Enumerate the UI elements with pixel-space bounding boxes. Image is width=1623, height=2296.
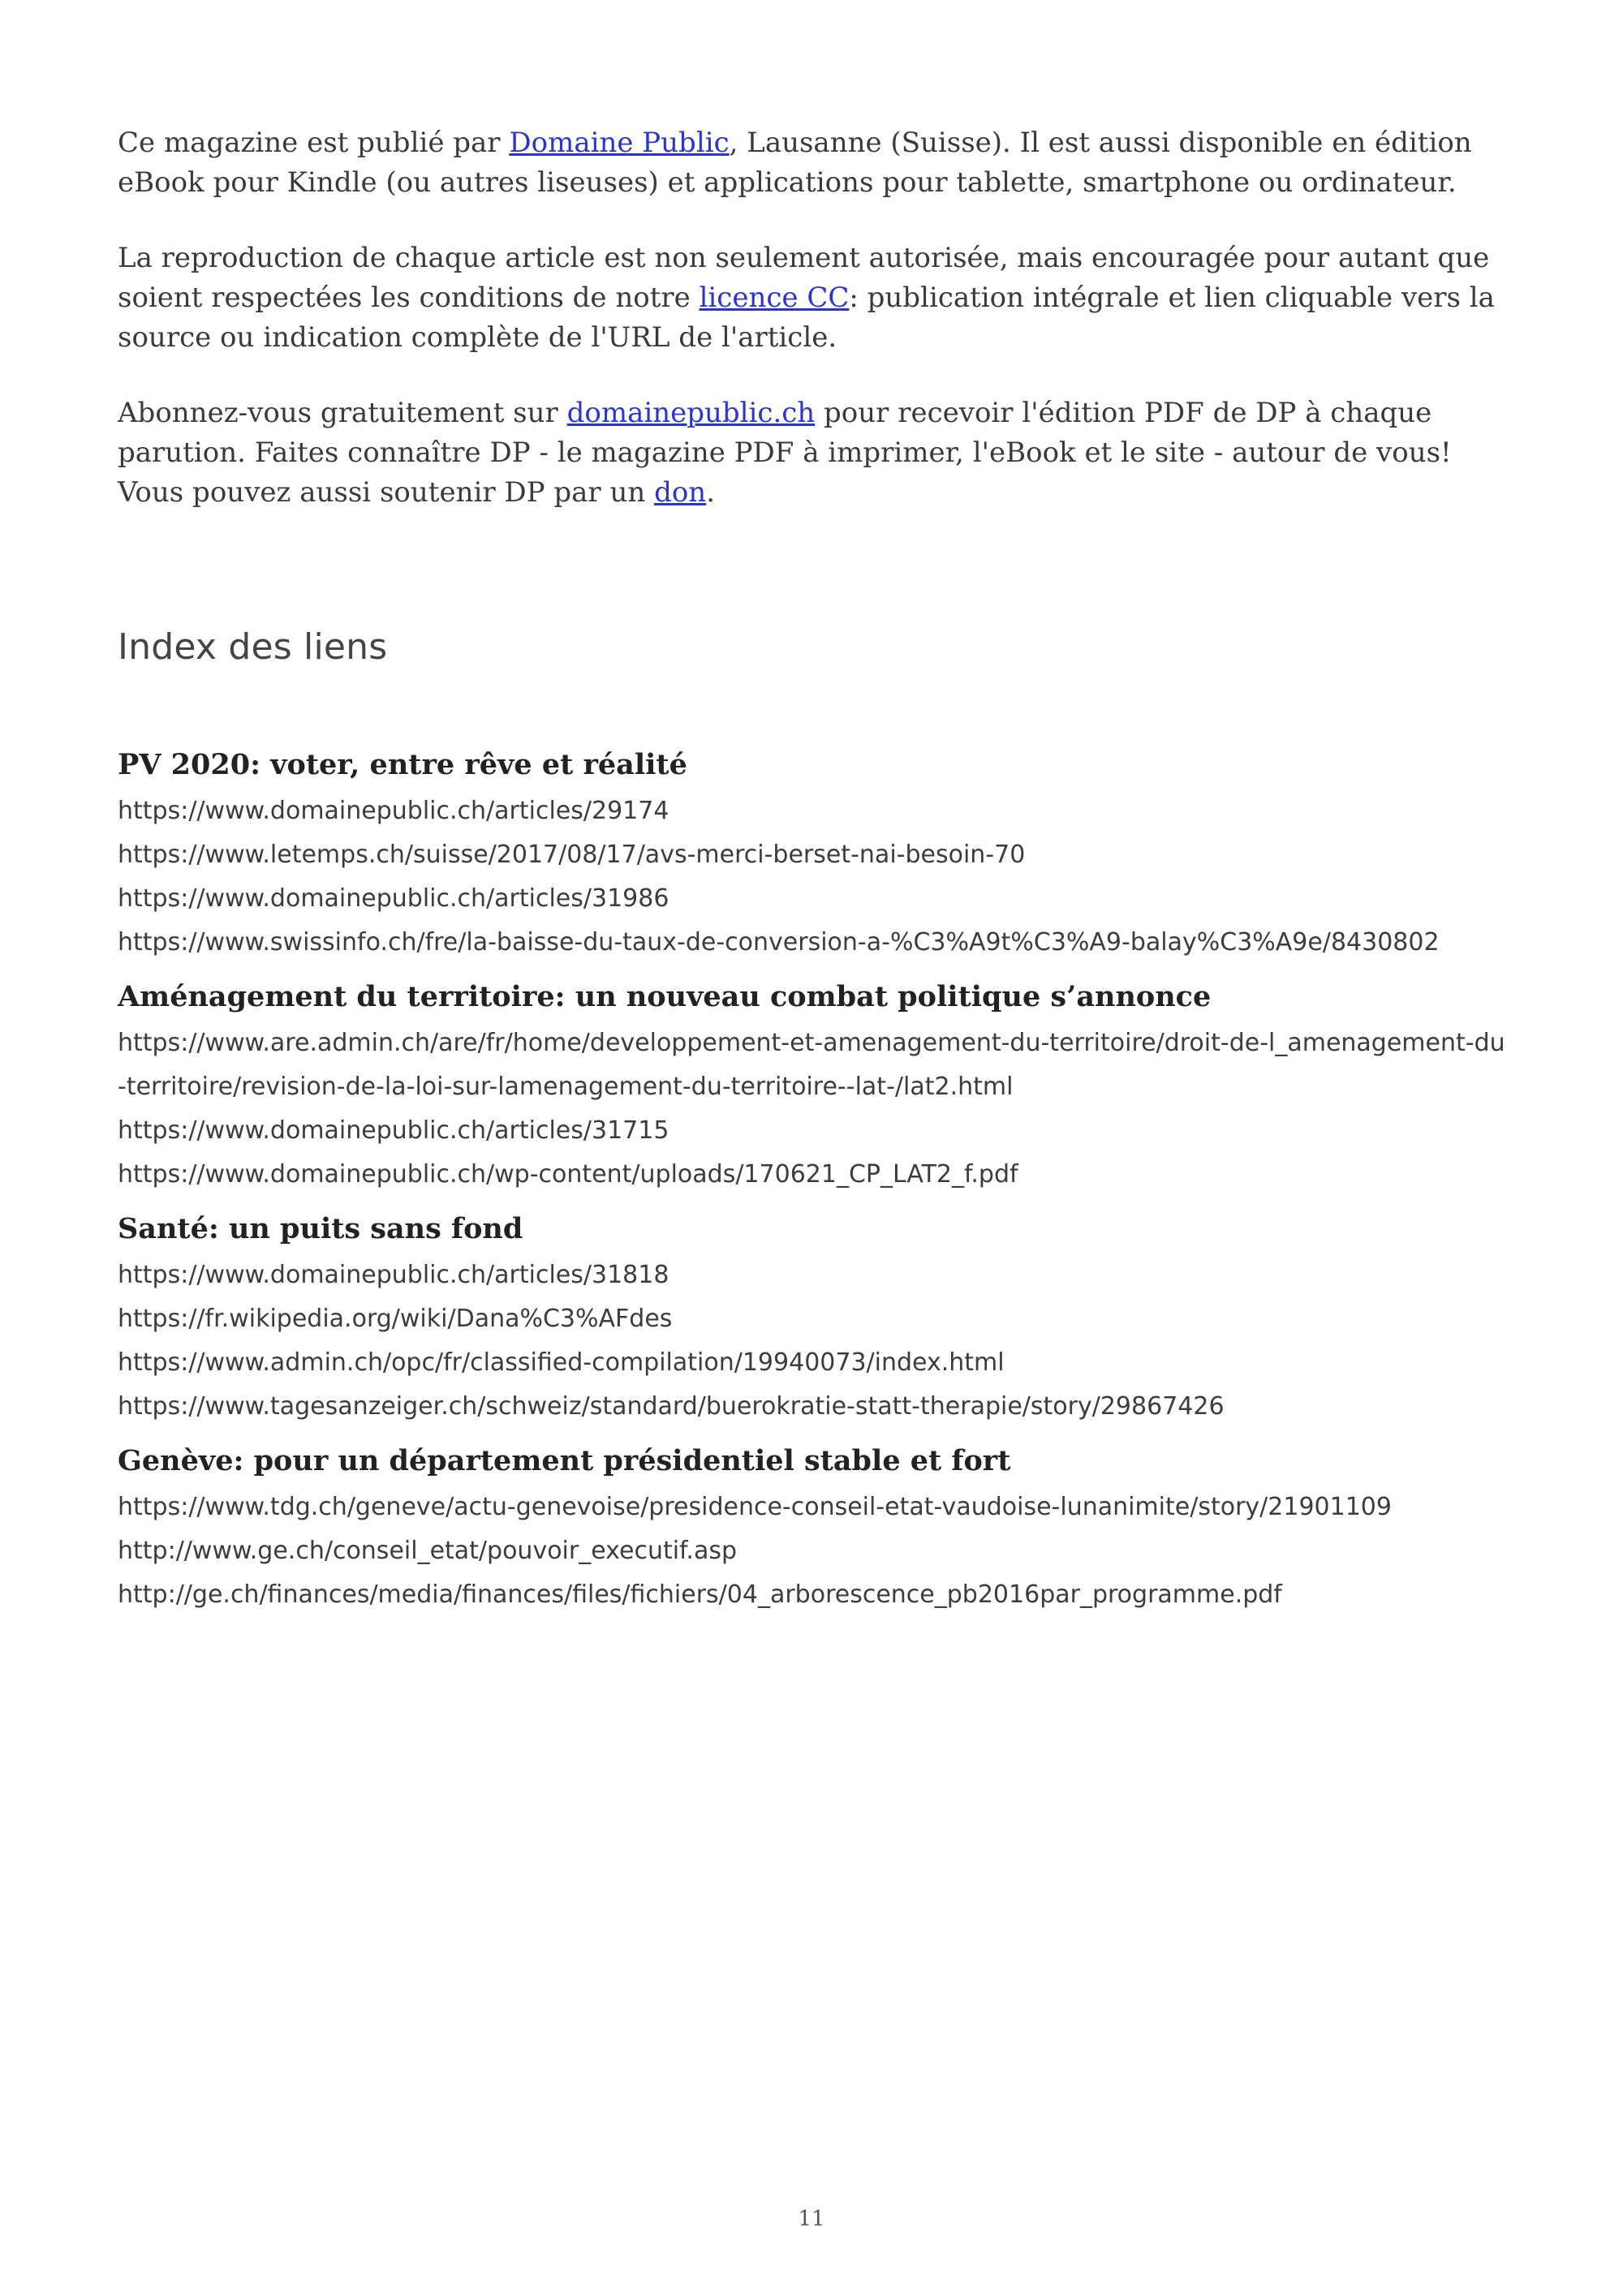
section-title: PV 2020: voter, entre rêve et réalité — [118, 748, 687, 781]
index-section — [118, 1442, 1513, 1617]
link-url[interactable]: http://ge.ch/finances/media/finances/files/fichiers/04_arborescence_pb2016par_programme.pdf — [118, 1580, 1282, 1609]
link-url[interactable]: https://www.domainepublic.ch/wp-content/uploads/170621_CP_LAT2_f.pdf — [118, 1160, 1018, 1189]
intro-paragraph-license — [118, 239, 1513, 358]
link-url[interactable]: http://www.ge.ch/conseil_etat/pouvoir_executif.asp — [118, 1537, 738, 1565]
link-url[interactable]: https://www.admin.ch/opc/fr/classified-compilation/19940073/index.html — [118, 1348, 1005, 1377]
section-title: Genève: pour un département présidentiel stable et fort — [118, 1444, 1011, 1477]
intro-paragraph-publisher — [118, 123, 1513, 203]
index-heading: Index des liens — [118, 626, 388, 668]
intro-p3-text-before: Abonnez-vous gratuitement sur — [118, 397, 567, 429]
section-title: Santé: un puits sans fond — [118, 1212, 523, 1245]
donation-link[interactable]: don — [654, 476, 707, 509]
intro-p1-text-before: Ce magazine est publié par — [118, 127, 510, 159]
section-title: Aménagement du territoire: un nouveau combat politique s’annonce — [118, 980, 1212, 1013]
link-url[interactable]: https://www.tagesanzeiger.ch/schweiz/standard/buerokratie-statt-therapie/story/29867426 — [118, 1392, 1225, 1421]
domainepublic-site-link[interactable]: domainepublic.ch — [566, 397, 816, 429]
link-url[interactable]: https://www.domainepublic.ch/articles/29174 — [118, 797, 669, 825]
index-section — [118, 1210, 1513, 1429]
index-sections — [118, 746, 1513, 1617]
link-url[interactable]: https://www.domainepublic.ch/articles/31818 — [118, 1261, 669, 1289]
intro-p3-text-middle: pour recevoir l'édition PDF de DP à chaque parution. Faites connaître DP - le magazine PDF à imprimer, l'eBook et le site - autour de vous! Vous pouvez aussi soutenir DP par un — [118, 397, 1452, 509]
intro-p2-text-before: La reproduction de chaque article est non seulement autorisée, mais encouragée pour autant que soient respectées les conditions de notre — [118, 242, 1490, 314]
intro-p3-text-after: . — [706, 476, 716, 509]
intro-p1-text-after: , Lausanne (Suisse). Il est aussi disponible en édition eBook pour Kindle (ou autres liseuses) et applications pour tablette, smartphone ou ordinateur. — [118, 127, 1472, 199]
link-url[interactable]: https://www.domainepublic.ch/articles/31715 — [118, 1116, 669, 1145]
domaine-public-link[interactable]: Domaine Public — [509, 127, 730, 159]
page-number: 11 — [798, 2207, 825, 2231]
link-url[interactable]: https://www.tdg.ch/geneve/actu-genevoise/presidence-conseil-etat-vaudoise-lunanimite/story/21901109 — [118, 1493, 1392, 1521]
index-section — [118, 978, 1513, 1197]
link-url[interactable]: https://fr.wikipedia.org/wiki/Dana%C3%AFdes — [118, 1305, 673, 1333]
link-url[interactable]: https://www.swissinfo.ch/fre/la-baisse-du-taux-de-conversion-a-%C3%A9t%C3%A9-balay%C3%A9e/8430802 — [118, 928, 1440, 957]
document-page — [118, 123, 1513, 1630]
link-url[interactable]: https://www.are.admin.ch/are/fr/home/developpement-et-amenagement-du-territoire/droit-de-l_amenagement-du-territoire/revision-de-la-loi-sur-lamenagement-du-territoire--lat-/lat2.html — [118, 1029, 1505, 1101]
intro-p2-text-after: : publication intégrale et lien cliquable vers la source ou indication complète de l'URL de l'article. — [118, 282, 1495, 354]
link-url[interactable]: https://www.letemps.ch/suisse/2017/08/17/avs-merci-berset-nai-besoin-70 — [118, 841, 1026, 869]
licence-cc-link[interactable]: licence CC — [699, 282, 850, 314]
index-section — [118, 746, 1513, 965]
link-url[interactable]: https://www.domainepublic.ch/articles/31986 — [118, 884, 669, 913]
intro-paragraph-subscribe — [118, 393, 1513, 513]
